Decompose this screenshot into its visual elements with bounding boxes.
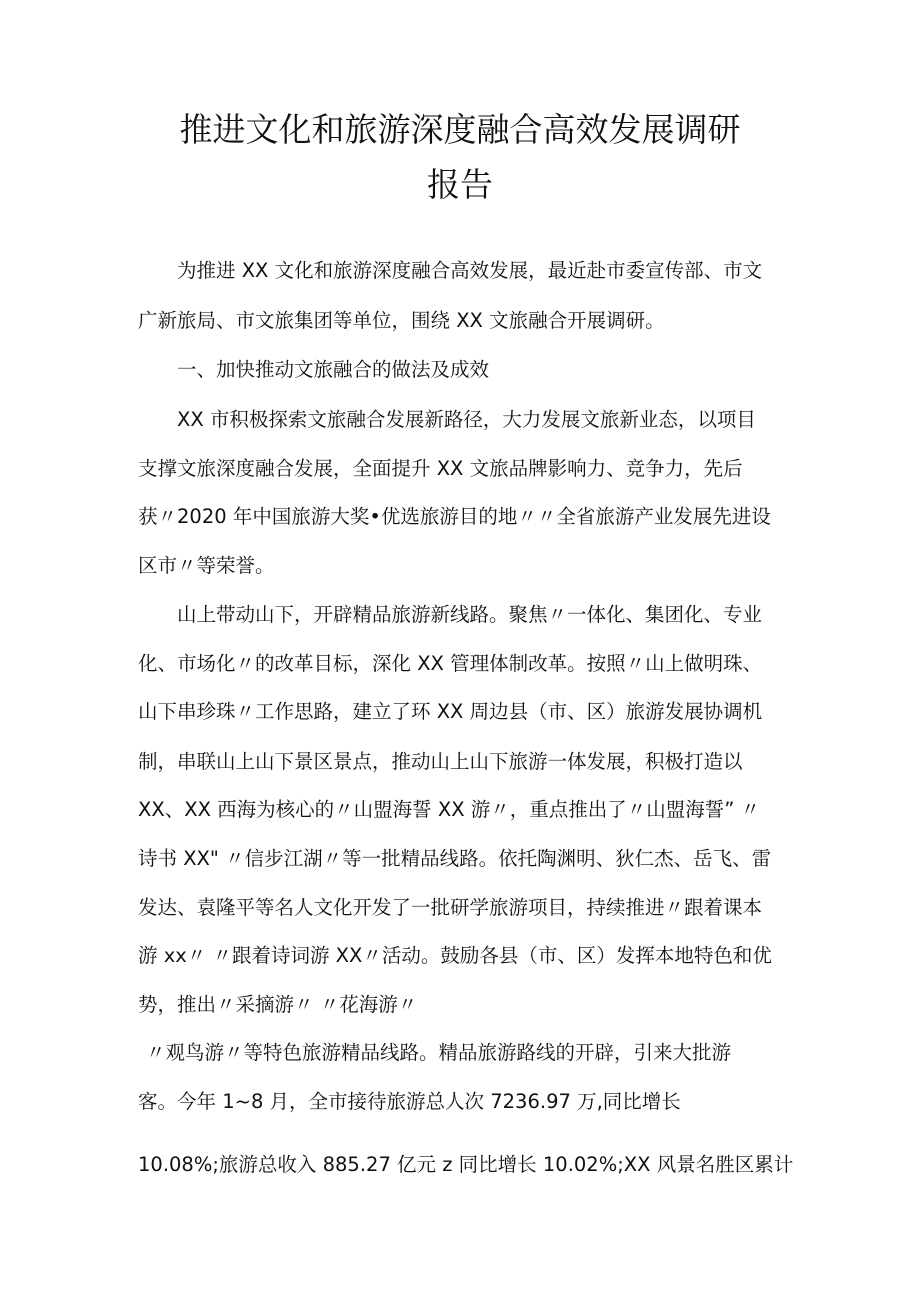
- paragraph-intro-line-1: 为推进 XX 文化和旅游深度融合高效发展，最近赴市委宣传部、市文: [177, 259, 763, 282]
- document-title-line-1: 推进文化和旅游深度融合高效发展调研: [179, 110, 741, 149]
- paragraph-routes-line-3: 山下串珍珠〃工作思路，建立了环 XX 周边县（市、区）旅游发展协调机: [138, 700, 763, 723]
- paragraph-routes-line-4: 制，串联山上山下景区景点，推动山上山下旅游一体发展，积极打造以: [138, 750, 743, 773]
- section-heading-1: 一、加快推动文旅融合的做法及成效: [177, 358, 490, 381]
- paragraph-routes-line-8: 游 xx〃 〃跟着诗词游 XX〃活动。鼓励各县（市、区）发挥本地特色和优: [138, 944, 772, 967]
- paragraph-achievements-line-2: 支撑文旅深度融合发展，全面提升 XX 文旅品牌影响力、竞争力，先后: [138, 457, 743, 480]
- paragraph-routes-line-12: 10.08%;旅游总收入 885.27 亿元 z 同比增长 10.02%;XX 风景名胜区累计: [138, 1153, 794, 1176]
- paragraph-routes-line-11: 客。今年 1~8 月，全市接待旅游总人次 7236.97 万,同比增长: [138, 1090, 681, 1113]
- paragraph-routes-line-1: 山上带动山下，开辟精品旅游新线路。聚焦〃一体化、集团化、专业: [177, 603, 763, 626]
- paragraph-routes-line-7: 发达、袁隆平等名人文化开发了一批研学旅游项目，持续推进〃跟着课本: [138, 896, 763, 919]
- paragraph-intro-line-2: 广新旅局、市文旅集团等单位，围绕 XX 文旅融合开展调研。: [138, 309, 665, 332]
- paragraph-routes-line-5: XX、XX 西海为核心的〃山盟海誓 XX 游〃，重点推出了〃山盟海誓” 〃: [138, 798, 761, 821]
- paragraph-achievements-line-1: XX 市积极探索文旅融合发展新路径，大力发展文旅新业态，以项目: [177, 408, 756, 431]
- paragraph-achievements-line-3: 获〃2020 年中国旅游大奖•优选旅游目的地〃〃全省旅游产业发展先进设: [138, 505, 771, 528]
- paragraph-achievements-line-4: 区市〃等荣誉。: [138, 554, 275, 577]
- paragraph-routes-line-2: 化、市场化〃的改革目标，深化 XX 管理体制改革。按照〃山上做明珠、: [138, 652, 763, 675]
- document-title-line-2: 报告: [427, 165, 493, 204]
- paragraph-routes-line-6: 诗书 XX" 〃信步江湖〃等一批精品线路。依托陶渊明、狄仁杰、岳飞、雷: [138, 847, 772, 870]
- paragraph-routes-line-10: 〃观鸟游〃等特色旅游精品线路。精品旅游路线的开辟，引来大批游: [146, 1041, 732, 1064]
- paragraph-routes-line-9: 势，推出〃采摘游〃 〃花海游〃: [138, 993, 418, 1016]
